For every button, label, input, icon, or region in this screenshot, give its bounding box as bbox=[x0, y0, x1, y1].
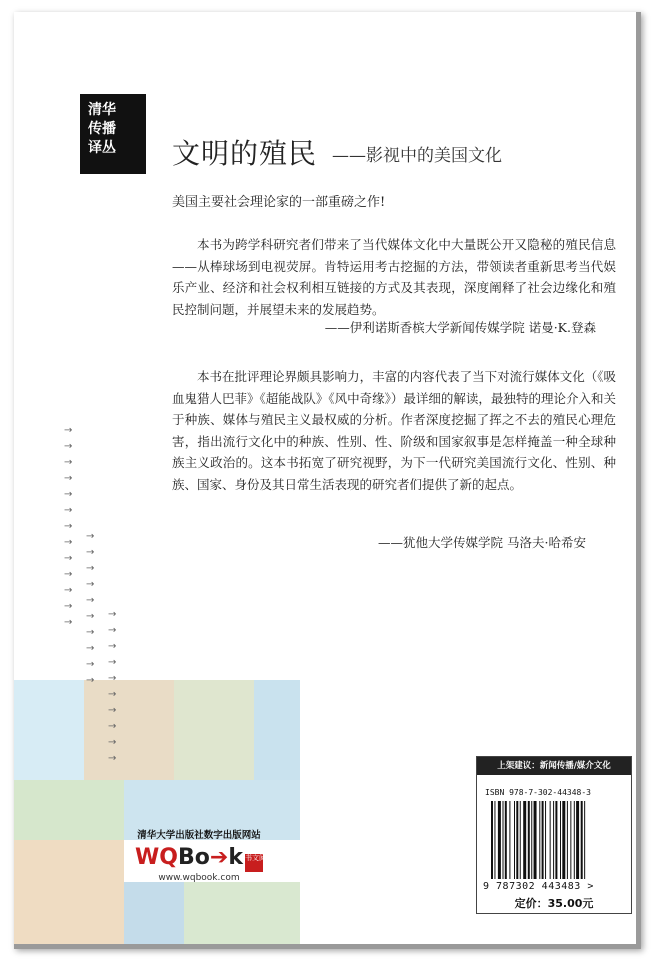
decor-block bbox=[184, 882, 300, 949]
review-attribution: ——伊利诺斯香槟大学新闻传媒学院 诺曼·K.登森 bbox=[324, 320, 596, 335]
arrow-icon: → bbox=[86, 659, 95, 670]
decor-block bbox=[14, 840, 124, 949]
barcode-bar bbox=[542, 801, 544, 879]
arrow-icon: → bbox=[86, 563, 95, 574]
arrow-icon: → bbox=[64, 521, 73, 532]
review-text: 本书在批评理论界颇具影响力，丰富的内容代表了当下对流行媒体文化（《吸血鬼猎人巴菲》《超能战队》《风中奇缘》）最详细的解读，最独特的理论介入和关于种族、媒体与殖民主义最权威的分析。作者深度挖掘了挥之不去的殖民心理危害，指出流行文化中的种族、性别、性、阶级和国家叙事是怎样掩盖一种全球种族主义政治的。这本书拓宽了研究视野，为下一代研究美国流行文化、性别、种族、国家、身份及其日常生活表现的研究者们提供了新的起点。 bbox=[172, 369, 616, 492]
arrow-icon: → bbox=[64, 473, 73, 484]
arrow-icon: → bbox=[64, 601, 73, 612]
barcode-bar bbox=[539, 801, 540, 879]
arrow-icon: → bbox=[108, 625, 117, 636]
barcode-bar bbox=[562, 801, 565, 879]
book-title: 文明的殖民 bbox=[172, 137, 318, 170]
arrow-icon: → bbox=[108, 609, 117, 620]
arrow-icon: → bbox=[64, 569, 73, 580]
decor-block bbox=[254, 680, 300, 780]
arrow-icon: → bbox=[64, 585, 73, 596]
barcode-icon bbox=[491, 801, 617, 879]
barcode-bar bbox=[576, 801, 579, 879]
arrow-icon: → bbox=[64, 457, 73, 468]
barcode-bar bbox=[584, 801, 585, 879]
decor-block bbox=[14, 680, 84, 780]
arrow-icon: → bbox=[108, 737, 117, 748]
arrow-icon: → bbox=[64, 537, 73, 548]
publisher-url: www.wqbook.com bbox=[158, 873, 240, 883]
arrow-icon: → bbox=[86, 547, 95, 558]
barcode-bar bbox=[555, 801, 557, 879]
review-attribution: ——犹他大学传媒学院 马洛夫·哈希安 bbox=[378, 535, 586, 550]
barcode-bar bbox=[560, 801, 561, 879]
barcode-bar bbox=[509, 801, 510, 879]
barcode-panel bbox=[476, 756, 632, 914]
publisher-name: 清华大学出版社数字出版网站 bbox=[137, 830, 261, 841]
blurb-headline: 美国主要社会理论家的一部重磅之作! bbox=[172, 195, 386, 210]
arrow-icon: → bbox=[64, 441, 73, 452]
barcode-bar bbox=[516, 801, 518, 879]
barcode-bar bbox=[503, 801, 504, 879]
barcode-bar bbox=[570, 801, 571, 879]
wqbook-logo: WQBo➔k 书文阅艺 bbox=[135, 845, 273, 870]
book-subtitle: ——影视中的美国文化 bbox=[332, 146, 502, 166]
decor-block bbox=[174, 680, 254, 780]
barcode-bar bbox=[531, 801, 532, 879]
barcode-bar bbox=[528, 801, 530, 879]
shelf-suggestion: 上架建议：新闻传播/媒介文化 bbox=[477, 757, 631, 775]
series-line: 译丛 bbox=[88, 140, 116, 156]
seal-icon: 书文阅艺 bbox=[245, 854, 263, 872]
barcode-bar bbox=[553, 801, 554, 879]
arrow-icon: → bbox=[64, 553, 73, 564]
decor-block bbox=[84, 680, 174, 780]
arrow-icon: → bbox=[86, 611, 95, 622]
decor-block bbox=[14, 780, 124, 840]
barcode-bar bbox=[514, 801, 515, 879]
book-arrow-icon: ➔ bbox=[209, 845, 229, 870]
publisher-block bbox=[119, 827, 279, 883]
price-label: 定价：35.00元 bbox=[514, 897, 594, 910]
barcode-bar bbox=[545, 801, 546, 879]
barcode-bar bbox=[567, 801, 568, 879]
arrow-icon: → bbox=[86, 531, 95, 542]
arrow-icon: → bbox=[64, 505, 73, 516]
book-back-cover bbox=[14, 12, 641, 949]
series-line: 传播 bbox=[88, 121, 116, 137]
arrow-icon: → bbox=[86, 627, 95, 638]
arrow-icon: → bbox=[64, 425, 73, 436]
arrow-icon: → bbox=[108, 689, 117, 700]
series-line: 清华 bbox=[88, 102, 116, 118]
isbn-text: ISBN 978-7-302-44348-3 bbox=[485, 788, 591, 797]
arrow-icon: → bbox=[108, 721, 117, 732]
barcode-bar bbox=[494, 801, 495, 879]
arrow-icon: → bbox=[86, 595, 95, 606]
barcode-bar bbox=[550, 801, 551, 879]
barcode-bar bbox=[498, 801, 501, 879]
decor-block bbox=[124, 882, 184, 949]
barcode-digits: 9 787302 443483 > bbox=[483, 881, 594, 892]
arrow-icon: → bbox=[64, 617, 73, 628]
barcode-bar bbox=[505, 801, 507, 879]
arrow-icon: → bbox=[86, 675, 95, 686]
arrow-icon: → bbox=[64, 489, 73, 500]
arrow-icon: → bbox=[108, 657, 117, 668]
arrow-icon: → bbox=[108, 705, 117, 716]
arrow-icon: → bbox=[108, 753, 117, 764]
barcode-bar bbox=[534, 801, 537, 879]
barcode-bar bbox=[491, 801, 493, 879]
barcode-bar bbox=[574, 801, 575, 879]
arrow-icon: → bbox=[86, 643, 95, 654]
arrow-icon: → bbox=[86, 579, 95, 590]
arrow-icon: → bbox=[108, 673, 117, 684]
arrow-icon: → bbox=[108, 641, 117, 652]
review-text: 本书为跨学科研究者们带来了当代媒体文化中大量既公开又隐秘的殖民信息——从棒球场到电视荧屏。肯特运用考古挖掘的方法，带领读者重新思考当代娱乐产业、经济和社会权利相互链接的方式及其表现，深度阐释了社会边缘化和殖民控制问题，并展望未来的发展趋势。 bbox=[172, 237, 616, 317]
barcode-bar bbox=[581, 801, 583, 879]
barcode-bar bbox=[523, 801, 526, 879]
barcode-bar bbox=[520, 801, 521, 879]
series-label-box bbox=[80, 94, 146, 174]
